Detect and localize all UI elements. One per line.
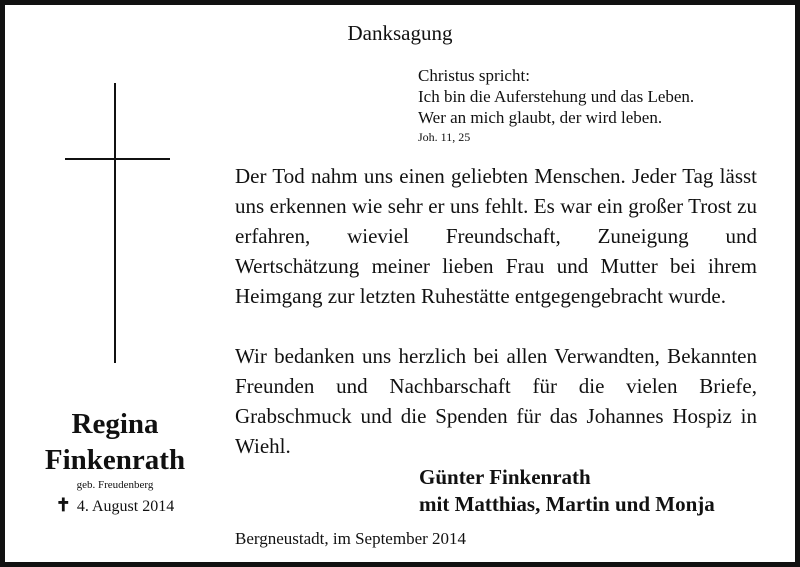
cross-vertical-beam: [114, 83, 116, 363]
thanks-paragraph-2: Wir bedanken uns herzlich bei allen Verwandten, Bekannten Freunden und Nachbarschaft für die vielen Briefe, Grabschmuck und die Spenden für das Johannes Hospiz in Wiehl.: [235, 344, 757, 458]
deceased-last-name: Finkenrath: [44, 444, 186, 476]
dagger-icon: ✝: [55, 495, 71, 515]
notice-title: Danksagung: [347, 21, 453, 45]
quote-reference: Joh. 11, 25: [418, 130, 471, 144]
signature-line-2: mit Matthias, Martin und Monja: [419, 492, 715, 516]
cross-horizontal-beam: [65, 158, 170, 160]
quote-line-2: Wer an mich glaubt, der wird leben.: [418, 108, 663, 127]
cross-icon: [65, 83, 170, 363]
death-date: 4. August 2014: [76, 498, 175, 515]
thanks-paragraph-1: Der Tod nahm uns einen geliebten Menschen. Jeder Tag lässt uns erkennen wie sehr er uns fehlt. Es war ein großer Trost zu erfahren, wieviel Freundschaft, Zuneigung und Wertschätzung meiner lieben Frau und Mutter bei ihrem Heimgang zur letzten Ruhestätte entgegengebracht wurde.: [235, 164, 757, 308]
bible-quote: [418, 65, 694, 146]
deceased-maiden-name: geb. Freudenberg: [76, 479, 154, 491]
quote-line-1: Ich bin die Auferstehung und das Leben.: [418, 87, 695, 106]
quote-intro: Christus spricht:: [418, 66, 530, 85]
deceased-first-name: Regina: [71, 408, 159, 440]
death-date-line: [25, 495, 205, 516]
signature-line-1: Günter Finkenrath: [419, 465, 591, 489]
place-date: Bergneustadt, im September 2014: [235, 529, 467, 548]
